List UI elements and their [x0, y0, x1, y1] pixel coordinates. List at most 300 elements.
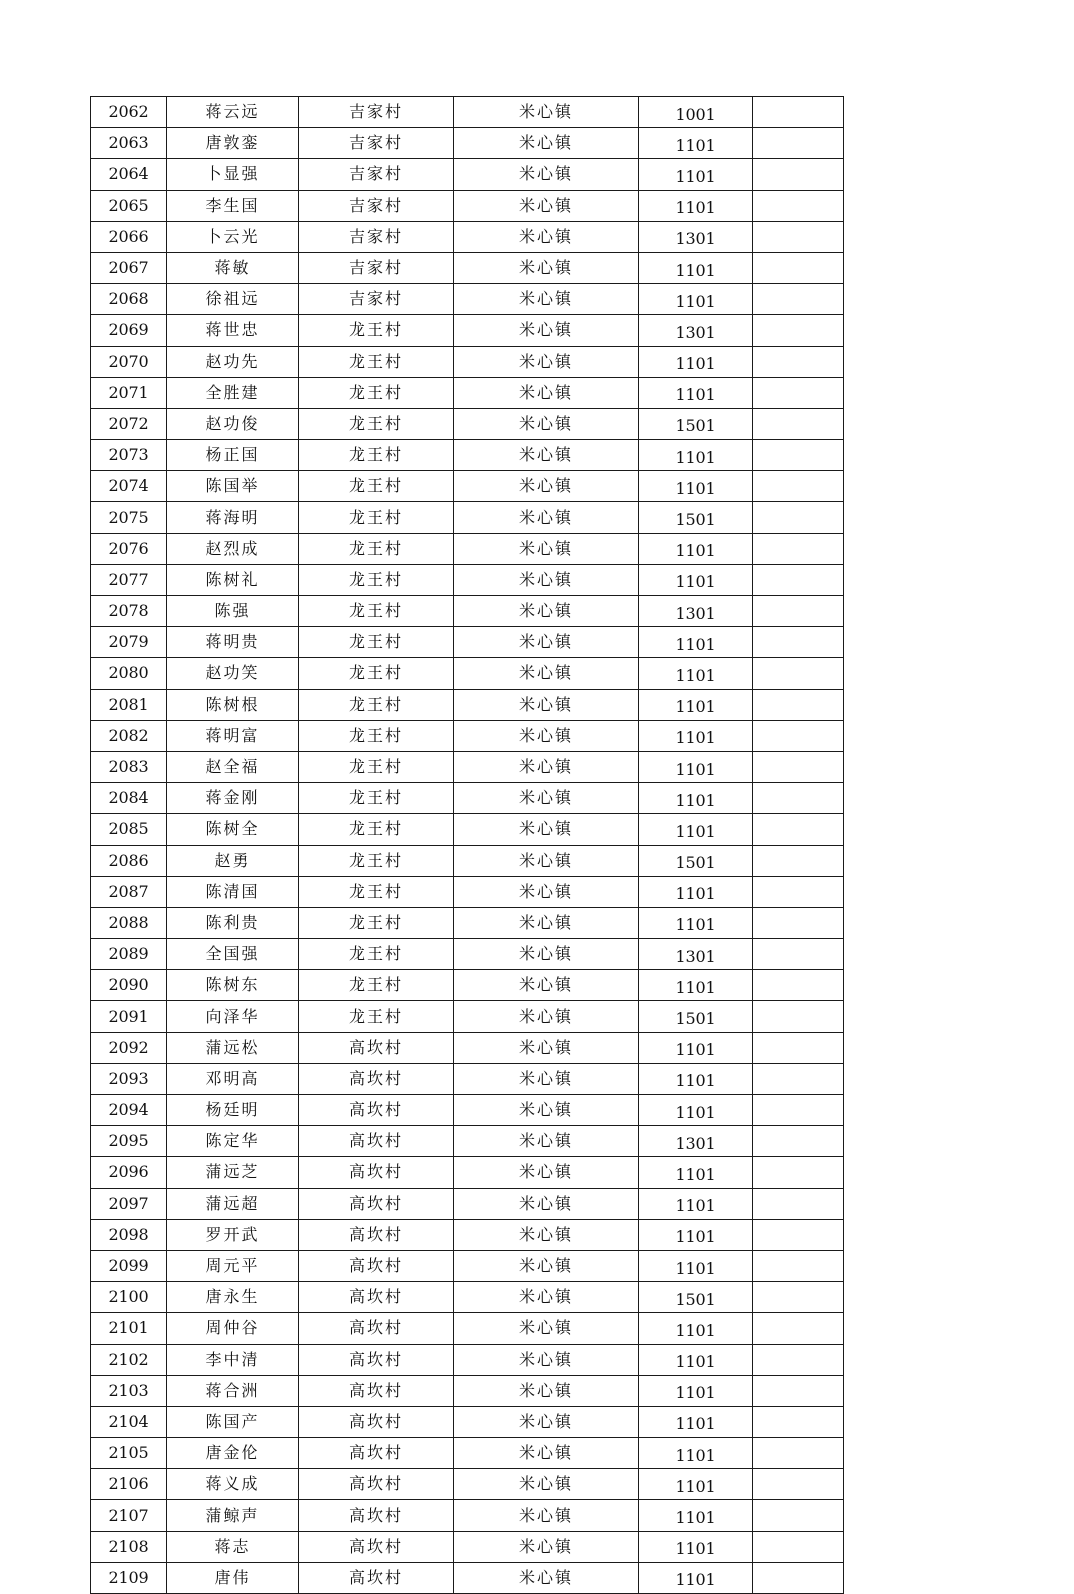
- village-name: 高坎村: [299, 1500, 454, 1531]
- table-row: [91, 502, 844, 533]
- row-number: 2081: [91, 689, 167, 720]
- person-name: 唐伟: [167, 1562, 299, 1593]
- category-code: 1301: [639, 315, 753, 346]
- table-row: [91, 1282, 844, 1313]
- category-code: 1301: [639, 221, 753, 252]
- person-name: 蒋海明: [167, 502, 299, 533]
- town-name: 米心镇: [454, 564, 639, 595]
- person-name: 蒲鲸声: [167, 1500, 299, 1531]
- note-cell: [753, 408, 844, 439]
- person-name: 蒋志: [167, 1531, 299, 1562]
- town-name: 米心镇: [454, 221, 639, 252]
- note-cell: [753, 252, 844, 283]
- table-row: [91, 440, 844, 471]
- note-cell: [753, 783, 844, 814]
- note-cell: [753, 939, 844, 970]
- table-row: [91, 783, 844, 814]
- town-name: 米心镇: [454, 1032, 639, 1063]
- row-number: 2086: [91, 845, 167, 876]
- category-code: 1101: [639, 1406, 753, 1437]
- town-name: 米心镇: [454, 377, 639, 408]
- person-name: 蒋世忠: [167, 315, 299, 346]
- table-row: [91, 97, 844, 128]
- village-name: 高坎村: [299, 1438, 454, 1469]
- note-cell: [753, 1313, 844, 1344]
- note-cell: [753, 596, 844, 627]
- note-cell: [753, 1438, 844, 1469]
- note-cell: [753, 720, 844, 751]
- person-name: 杨廷明: [167, 1095, 299, 1126]
- person-name: 蒋合洲: [167, 1375, 299, 1406]
- person-name: 赵勇: [167, 845, 299, 876]
- category-code: 1101: [639, 471, 753, 502]
- town-name: 米心镇: [454, 1219, 639, 1250]
- row-number: 2087: [91, 876, 167, 907]
- table-row: [91, 1126, 844, 1157]
- person-name: 陈国举: [167, 471, 299, 502]
- category-code: 1101: [639, 190, 753, 221]
- table-row: [91, 658, 844, 689]
- village-name: 龙王村: [299, 440, 454, 471]
- note-cell: [753, 159, 844, 190]
- category-code: 1101: [639, 751, 753, 782]
- table-row: [91, 1438, 844, 1469]
- person-name: 赵烈成: [167, 533, 299, 564]
- note-cell: [753, 1531, 844, 1562]
- village-name: 高坎村: [299, 1562, 454, 1593]
- village-name: 龙王村: [299, 346, 454, 377]
- village-name: 龙王村: [299, 907, 454, 938]
- person-name: 陈利贵: [167, 907, 299, 938]
- category-code: 1501: [639, 845, 753, 876]
- village-name: 龙王村: [299, 814, 454, 845]
- row-number: 2091: [91, 1001, 167, 1032]
- town-name: 米心镇: [454, 907, 639, 938]
- note-cell: [753, 627, 844, 658]
- town-name: 米心镇: [454, 190, 639, 221]
- town-name: 米心镇: [454, 1126, 639, 1157]
- town-name: 米心镇: [454, 128, 639, 159]
- category-code: 1101: [639, 346, 753, 377]
- table-row: [91, 1344, 844, 1375]
- row-number: 2108: [91, 1531, 167, 1562]
- table-row: [91, 751, 844, 782]
- note-cell: [753, 1188, 844, 1219]
- category-code: 1101: [639, 564, 753, 595]
- table-row: [91, 1406, 844, 1437]
- table-row: [91, 907, 844, 938]
- table-row: [91, 128, 844, 159]
- town-name: 米心镇: [454, 440, 639, 471]
- village-name: 龙王村: [299, 377, 454, 408]
- village-name: 吉家村: [299, 97, 454, 128]
- table-row: [91, 346, 844, 377]
- town-name: 米心镇: [454, 1438, 639, 1469]
- village-name: 高坎村: [299, 1406, 454, 1437]
- village-name: 高坎村: [299, 1250, 454, 1281]
- row-number: 2103: [91, 1375, 167, 1406]
- village-name: 吉家村: [299, 128, 454, 159]
- row-number: 2067: [91, 252, 167, 283]
- town-name: 米心镇: [454, 1250, 639, 1281]
- category-code: 1101: [639, 1095, 753, 1126]
- table-row: [91, 159, 844, 190]
- category-code: 1101: [639, 689, 753, 720]
- row-number: 2088: [91, 907, 167, 938]
- town-name: 米心镇: [454, 346, 639, 377]
- town-name: 米心镇: [454, 1095, 639, 1126]
- category-code: 1101: [639, 907, 753, 938]
- note-cell: [753, 1001, 844, 1032]
- note-cell: [753, 1219, 844, 1250]
- person-name: 罗开武: [167, 1219, 299, 1250]
- category-code: 1101: [639, 627, 753, 658]
- roster-table: [90, 96, 844, 1594]
- note-cell: [753, 533, 844, 564]
- person-name: 李生国: [167, 190, 299, 221]
- village-name: 龙王村: [299, 845, 454, 876]
- table-row: [91, 1313, 844, 1344]
- town-name: 米心镇: [454, 939, 639, 970]
- table-row: [91, 533, 844, 564]
- town-name: 米心镇: [454, 315, 639, 346]
- table-row: [91, 1063, 844, 1094]
- person-name: 蒋明富: [167, 720, 299, 751]
- village-name: 高坎村: [299, 1344, 454, 1375]
- village-name: 高坎村: [299, 1095, 454, 1126]
- row-number: 2094: [91, 1095, 167, 1126]
- row-number: 2090: [91, 970, 167, 1001]
- village-name: 龙王村: [299, 720, 454, 751]
- note-cell: [753, 190, 844, 221]
- row-number: 2096: [91, 1157, 167, 1188]
- row-number: 2101: [91, 1313, 167, 1344]
- village-name: 龙王村: [299, 408, 454, 439]
- town-name: 米心镇: [454, 783, 639, 814]
- note-cell: [753, 221, 844, 252]
- village-name: 吉家村: [299, 284, 454, 315]
- person-name: 蒋敏: [167, 252, 299, 283]
- category-code: 1101: [639, 1438, 753, 1469]
- note-cell: [753, 377, 844, 408]
- person-name: 周仲谷: [167, 1313, 299, 1344]
- village-name: 龙王村: [299, 471, 454, 502]
- town-name: 米心镇: [454, 1282, 639, 1313]
- village-name: 吉家村: [299, 190, 454, 221]
- town-name: 米心镇: [454, 1157, 639, 1188]
- person-name: 蒋明贵: [167, 627, 299, 658]
- village-name: 龙王村: [299, 876, 454, 907]
- village-name: 高坎村: [299, 1282, 454, 1313]
- table-row: [91, 814, 844, 845]
- note-cell: [753, 1095, 844, 1126]
- row-number: 2074: [91, 471, 167, 502]
- table-row: [91, 689, 844, 720]
- person-name: 陈树全: [167, 814, 299, 845]
- village-name: 龙王村: [299, 596, 454, 627]
- note-cell: [753, 1250, 844, 1281]
- table-row: [91, 284, 844, 315]
- town-name: 米心镇: [454, 814, 639, 845]
- town-name: 米心镇: [454, 751, 639, 782]
- table-row: [91, 1157, 844, 1188]
- person-name: 唐永生: [167, 1282, 299, 1313]
- person-name: 李中清: [167, 1344, 299, 1375]
- village-name: 龙王村: [299, 751, 454, 782]
- category-code: 1101: [639, 1531, 753, 1562]
- town-name: 米心镇: [454, 284, 639, 315]
- village-name: 高坎村: [299, 1219, 454, 1250]
- village-name: 龙王村: [299, 627, 454, 658]
- table-row: [91, 970, 844, 1001]
- person-name: 陈国产: [167, 1406, 299, 1437]
- village-name: 龙王村: [299, 658, 454, 689]
- row-number: 2102: [91, 1344, 167, 1375]
- village-name: 高坎村: [299, 1375, 454, 1406]
- category-code: 1101: [639, 377, 753, 408]
- note-cell: [753, 1344, 844, 1375]
- note-cell: [753, 907, 844, 938]
- note-cell: [753, 1562, 844, 1593]
- row-number: 2095: [91, 1126, 167, 1157]
- category-code: 1101: [639, 284, 753, 315]
- table-row: [91, 221, 844, 252]
- category-code: 1001: [639, 97, 753, 128]
- row-number: 2080: [91, 658, 167, 689]
- village-name: 龙王村: [299, 533, 454, 564]
- person-name: 唐金伦: [167, 1438, 299, 1469]
- note-cell: [753, 1126, 844, 1157]
- person-name: 蒲远超: [167, 1188, 299, 1219]
- category-code: 1501: [639, 1282, 753, 1313]
- category-code: 1101: [639, 533, 753, 564]
- row-number: 2097: [91, 1188, 167, 1219]
- town-name: 米心镇: [454, 252, 639, 283]
- table-row: [91, 1001, 844, 1032]
- person-name: 徐祖远: [167, 284, 299, 315]
- note-cell: [753, 284, 844, 315]
- row-number: 2064: [91, 159, 167, 190]
- note-cell: [753, 1282, 844, 1313]
- row-number: 2073: [91, 440, 167, 471]
- row-number: 2065: [91, 190, 167, 221]
- village-name: 高坎村: [299, 1063, 454, 1094]
- row-number: 2092: [91, 1032, 167, 1063]
- note-cell: [753, 1032, 844, 1063]
- person-name: 蒲远芝: [167, 1157, 299, 1188]
- village-name: 高坎村: [299, 1313, 454, 1344]
- table-row: [91, 1375, 844, 1406]
- category-code: 1501: [639, 408, 753, 439]
- row-number: 2062: [91, 97, 167, 128]
- person-name: 全国强: [167, 939, 299, 970]
- row-number: 2105: [91, 1438, 167, 1469]
- table-row: [91, 596, 844, 627]
- table-row: [91, 377, 844, 408]
- note-cell: [753, 97, 844, 128]
- table-row: [91, 1531, 844, 1562]
- village-name: 吉家村: [299, 221, 454, 252]
- town-name: 米心镇: [454, 720, 639, 751]
- table-row: [91, 1562, 844, 1593]
- village-name: 高坎村: [299, 1157, 454, 1188]
- row-number: 2093: [91, 1063, 167, 1094]
- person-name: 唐敦銮: [167, 128, 299, 159]
- town-name: 米心镇: [454, 502, 639, 533]
- category-code: 1101: [639, 970, 753, 1001]
- category-code: 1301: [639, 1126, 753, 1157]
- row-number: 2066: [91, 221, 167, 252]
- table-row: [91, 1032, 844, 1063]
- note-cell: [753, 814, 844, 845]
- village-name: 龙王村: [299, 315, 454, 346]
- village-name: 高坎村: [299, 1531, 454, 1562]
- person-name: 陈定华: [167, 1126, 299, 1157]
- town-name: 米心镇: [454, 1531, 639, 1562]
- note-cell: [753, 1406, 844, 1437]
- category-code: 1301: [639, 939, 753, 970]
- row-number: 2084: [91, 783, 167, 814]
- person-name: 全胜建: [167, 377, 299, 408]
- town-name: 米心镇: [454, 97, 639, 128]
- note-cell: [753, 564, 844, 595]
- village-name: 高坎村: [299, 1126, 454, 1157]
- category-code: 1101: [639, 720, 753, 751]
- town-name: 米心镇: [454, 689, 639, 720]
- table-row: [91, 1095, 844, 1126]
- note-cell: [753, 970, 844, 1001]
- person-name: 杨正国: [167, 440, 299, 471]
- town-name: 米心镇: [454, 845, 639, 876]
- person-name: 蒋义成: [167, 1469, 299, 1500]
- row-number: 2098: [91, 1219, 167, 1250]
- village-name: 高坎村: [299, 1469, 454, 1500]
- row-number: 2070: [91, 346, 167, 377]
- note-cell: [753, 128, 844, 159]
- row-number: 2089: [91, 939, 167, 970]
- person-name: 陈清国: [167, 876, 299, 907]
- row-number: 2068: [91, 284, 167, 315]
- category-code: 1101: [639, 1157, 753, 1188]
- table-row: [91, 252, 844, 283]
- person-name: 赵功俊: [167, 408, 299, 439]
- note-cell: [753, 689, 844, 720]
- village-name: 吉家村: [299, 252, 454, 283]
- person-name: 蒋云远: [167, 97, 299, 128]
- village-name: 龙王村: [299, 1001, 454, 1032]
- person-name: 陈树礼: [167, 564, 299, 595]
- table-row: [91, 315, 844, 346]
- row-number: 2072: [91, 408, 167, 439]
- table-row: [91, 627, 844, 658]
- person-name: 陈树东: [167, 970, 299, 1001]
- note-cell: [753, 1500, 844, 1531]
- category-code: 1101: [639, 1562, 753, 1593]
- roster-table-body: [91, 97, 844, 1594]
- row-number: 2077: [91, 564, 167, 595]
- town-name: 米心镇: [454, 1063, 639, 1094]
- note-cell: [753, 315, 844, 346]
- town-name: 米心镇: [454, 1313, 639, 1344]
- table-row: [91, 1500, 844, 1531]
- village-name: 吉家村: [299, 159, 454, 190]
- town-name: 米心镇: [454, 1344, 639, 1375]
- category-code: 1101: [639, 1219, 753, 1250]
- row-number: 2076: [91, 533, 167, 564]
- row-number: 2082: [91, 720, 167, 751]
- village-name: 高坎村: [299, 1188, 454, 1219]
- row-number: 2104: [91, 1406, 167, 1437]
- village-name: 龙王村: [299, 689, 454, 720]
- row-number: 2069: [91, 315, 167, 346]
- town-name: 米心镇: [454, 876, 639, 907]
- person-name: 陈树根: [167, 689, 299, 720]
- note-cell: [753, 502, 844, 533]
- town-name: 米心镇: [454, 471, 639, 502]
- table-row: [91, 720, 844, 751]
- person-name: 赵功笑: [167, 658, 299, 689]
- village-name: 龙王村: [299, 970, 454, 1001]
- category-code: 1101: [639, 159, 753, 190]
- note-cell: [753, 751, 844, 782]
- person-name: 卜显强: [167, 159, 299, 190]
- person-name: 邓明高: [167, 1063, 299, 1094]
- note-cell: [753, 845, 844, 876]
- row-number: 2071: [91, 377, 167, 408]
- table-row: [91, 1219, 844, 1250]
- town-name: 米心镇: [454, 627, 639, 658]
- category-code: 1101: [639, 252, 753, 283]
- table-row: [91, 408, 844, 439]
- row-number: 2100: [91, 1282, 167, 1313]
- row-number: 2083: [91, 751, 167, 782]
- row-number: 2107: [91, 1500, 167, 1531]
- town-name: 米心镇: [454, 1562, 639, 1593]
- person-name: 卜云光: [167, 221, 299, 252]
- note-cell: [753, 1063, 844, 1094]
- row-number: 2063: [91, 128, 167, 159]
- village-name: 龙王村: [299, 564, 454, 595]
- note-cell: [753, 1375, 844, 1406]
- category-code: 1101: [639, 1344, 753, 1375]
- town-name: 米心镇: [454, 1001, 639, 1032]
- town-name: 米心镇: [454, 596, 639, 627]
- row-number: 2109: [91, 1562, 167, 1593]
- category-code: 1101: [639, 440, 753, 471]
- village-name: 龙王村: [299, 502, 454, 533]
- category-code: 1101: [639, 1250, 753, 1281]
- town-name: 米心镇: [454, 1406, 639, 1437]
- category-code: 1101: [639, 128, 753, 159]
- person-name: 蒋金刚: [167, 783, 299, 814]
- table-row: [91, 1250, 844, 1281]
- category-code: 1101: [639, 658, 753, 689]
- table-row: [91, 1469, 844, 1500]
- note-cell: [753, 876, 844, 907]
- category-code: 1101: [639, 1500, 753, 1531]
- category-code: 1101: [639, 1032, 753, 1063]
- note-cell: [753, 1469, 844, 1500]
- town-name: 米心镇: [454, 1188, 639, 1219]
- town-name: 米心镇: [454, 533, 639, 564]
- person-name: 蒲远松: [167, 1032, 299, 1063]
- town-name: 米心镇: [454, 159, 639, 190]
- town-name: 米心镇: [454, 1500, 639, 1531]
- category-code: 1501: [639, 502, 753, 533]
- row-number: 2079: [91, 627, 167, 658]
- note-cell: [753, 346, 844, 377]
- town-name: 米心镇: [454, 1375, 639, 1406]
